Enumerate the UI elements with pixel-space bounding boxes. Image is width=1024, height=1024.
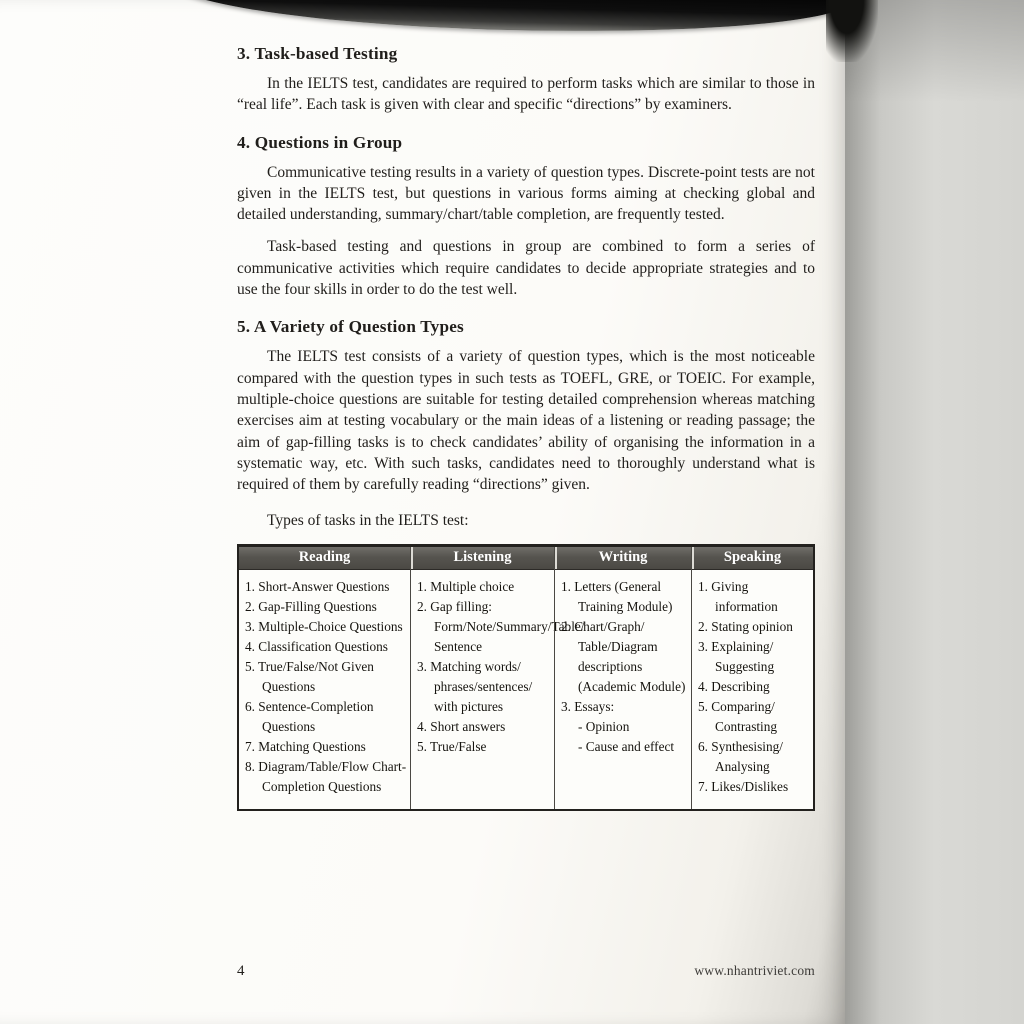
publisher-website: www.nhantriviet.com <box>694 963 815 978</box>
table-cell-item: 3. Multiple-Choice Questions <box>245 619 403 635</box>
table-cell-item: 2. Gap filling: Form/Note/Summary/Table/ Sentence <box>417 599 585 655</box>
table-cell-item: - Opinion <box>578 719 630 735</box>
column-body-listening <box>411 570 585 769</box>
table-cell-item: 1. Multiple choice <box>417 579 515 595</box>
page-footer <box>237 963 815 980</box>
section-heading-variety-of-question-types: 5. A Variety of Question Types <box>237 317 464 337</box>
column-body-speaking <box>692 570 813 809</box>
table-cell-item: 3. Matching words/ phrases/sentences/ with pictures <box>417 659 533 715</box>
table-column-reading <box>239 547 410 809</box>
table-cell-item: - Cause and effect <box>578 739 675 755</box>
corner-shadow <box>898 918 1024 1024</box>
table-column-speaking <box>691 547 813 809</box>
paragraph: Task-based testing and questions in group are combined to form a series of communicative activities which require candidates to decide appropriate strategies and to use the four skills in order to do the test well. <box>237 238 815 299</box>
paragraph: The IELTS test consists of a variety of question types, which is the most noticeable compared with the question types in such tests as TOEFL, GRE, or TOEIC. For example, multiple-choice questions are suitable for testing detailed comprehension whereas matching exercises aim at testing vocabulary or the main ideas of a listening or reading passage; the aim of gap-filling tasks is to check candidates’ ability of organising the information in a systematic way, etc. With such tasks, candidates need to thoroughly understand what is required of them by carefully reading “directions” given. <box>237 348 815 494</box>
paragraph: In the IELTS test, candidates are required to perform tasks which are similar to those in “real life”. Each task is given with clear and specific “directions” by examiners. <box>237 75 815 114</box>
column-header-reading: Reading <box>239 547 410 570</box>
table-column-writing <box>554 547 691 809</box>
section-heading-task-based-testing: 3. Task-based Testing <box>237 44 398 63</box>
table-cell-item: 7. Matching Questions <box>245 739 366 755</box>
section-heading-questions-in-group: 4. Questions in Group <box>237 132 403 152</box>
column-body-reading <box>239 570 410 809</box>
table-cell-item: 4. Describing <box>698 679 770 695</box>
table-cell-item: 1. Letters (General Training Module) <box>561 579 673 615</box>
background-surface <box>845 0 1024 1024</box>
table-cell-item: 6. Synthesising/ Analysing <box>698 739 783 775</box>
table-cell-item: 5. True/False/Not Given Questions <box>245 659 374 695</box>
table-cell-item: 3. Essays: <box>561 699 615 715</box>
table-intro-text: Types of tasks in the IELTS test: <box>267 512 469 530</box>
page-edge-shadow <box>826 0 878 62</box>
table-cell-item: 7. Likes/Dislikes <box>698 779 789 795</box>
table-cell-item: 8. Diagram/Table/Flow Chart-Completion Questions <box>245 759 407 795</box>
table-cell-item: 1. Giving information <box>698 579 778 615</box>
table-cell-item: 4. Classification Questions <box>245 639 388 655</box>
table-cell-item: 5. True/False <box>417 739 487 755</box>
column-header-listening: Listening <box>411 547 554 570</box>
table-cell-item: 5. Comparing/ Contrasting <box>698 699 778 735</box>
page-content <box>237 36 815 811</box>
column-body-writing <box>555 570 691 769</box>
table-cell-item: 4. Short answers <box>417 719 506 735</box>
table-cell-item: 3. Explaining/ Suggesting <box>698 639 775 675</box>
table-cell-item: 2. Gap-Filling Questions <box>245 599 377 615</box>
paragraph: Communicative testing results in a variety of question types. Discrete-point tests are not given in the IELTS test, but questions in various forms aiming at checking global and detailed understanding, summary/chart/table completion, are frequently tested. <box>237 163 815 224</box>
column-header-writing: Writing <box>555 547 691 570</box>
column-header-speaking: Speaking <box>692 547 813 570</box>
table-cell-item: 6. Sentence-Completion Questions <box>245 699 374 735</box>
table-cell-item: 2. Stating opinion <box>698 619 793 635</box>
table-cell-item: 1. Short-Answer Questions <box>245 579 390 595</box>
table-column-listening <box>410 547 585 809</box>
table-cell-item: 2. Chart/Graph/ Table/Diagram descriptions (Academic Module) <box>561 619 686 695</box>
tasks-table <box>237 544 815 811</box>
page-number: 4 <box>237 963 245 979</box>
